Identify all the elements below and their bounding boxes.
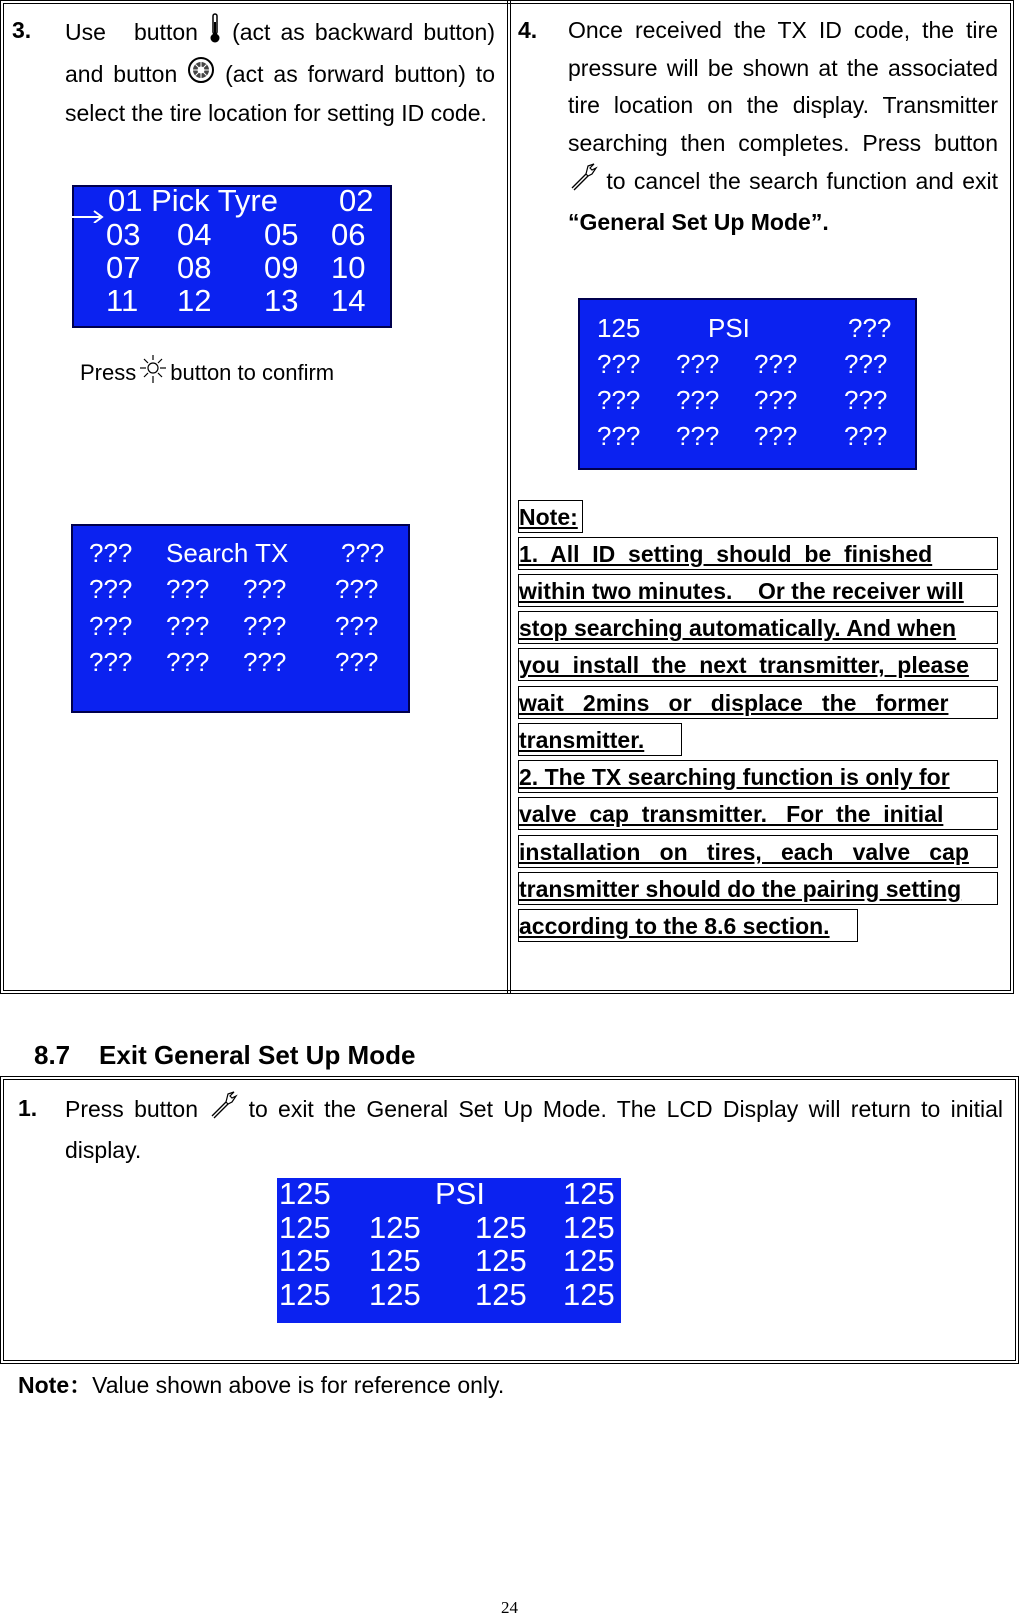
lcd-cell: 125 — [597, 313, 641, 343]
lcd-cell: 05 — [264, 217, 299, 252]
initial-display-lcd — [277, 1178, 621, 1323]
lcd-cell: ??? — [89, 574, 133, 604]
lcd-cell: PSI — [708, 313, 750, 343]
note-line-text: 1. All ID setting should be finished — [519, 541, 933, 567]
lcd-cell: ??? — [597, 385, 641, 415]
lcd-cell: 12 — [177, 283, 212, 318]
lcd-cell: ??? — [676, 385, 720, 415]
note-line — [518, 723, 682, 756]
footer-note-label: Note： — [18, 1372, 93, 1398]
lcd-cell: 125 — [279, 1243, 331, 1278]
step-3-number: 3. — [12, 17, 32, 43]
note-line — [518, 537, 998, 570]
lcd-cell: ??? — [243, 647, 287, 677]
note-line — [518, 574, 998, 607]
confirm-instruction — [80, 354, 334, 391]
lcd-cell: 11 — [106, 283, 139, 318]
wrench-icon — [568, 162, 598, 204]
lcd-cell: Search TX — [166, 538, 289, 568]
lcd-cell: ??? — [754, 385, 798, 415]
lcd-cell: 125 — [563, 1243, 615, 1278]
pick-tyre-lcd — [72, 185, 392, 328]
lcd-cell: 07 — [106, 250, 141, 285]
step-4-number: 4. — [518, 17, 538, 43]
lcd-cell: 10 — [331, 250, 366, 285]
note-line-text: 2. The TX searching function is only for — [519, 764, 950, 790]
note-line-text: installation on tires, each valve cap — [519, 839, 969, 865]
exit-step-text-a: Press button — [65, 1095, 199, 1122]
note-line — [518, 872, 998, 905]
lcd-cell: 13 — [264, 283, 299, 318]
lcd-cell: 02 — [339, 183, 374, 218]
column-divider — [507, 0, 511, 994]
lcd-cell: 125 — [369, 1210, 421, 1245]
lcd-cell: ??? — [335, 647, 379, 677]
lcd-cell: ??? — [844, 385, 888, 415]
search-result-lcd — [578, 298, 917, 470]
lcd-cell: ??? — [844, 349, 888, 379]
note-line-text: transmitter should do the pairing setting — [519, 876, 962, 902]
lcd-cell: 125 — [475, 1243, 527, 1278]
note-line-text: according to the 8.6 section. — [519, 913, 830, 939]
lcd-cell: ??? — [243, 611, 287, 641]
lcd-cell: 125 — [369, 1243, 421, 1278]
exit-step-text — [65, 1090, 1003, 1169]
note-line-text: valve cap transmitter. For the initial — [519, 801, 944, 827]
lcd-cell: 04 — [177, 217, 212, 252]
step-3-text-b: (act as backward button) and button — [65, 18, 495, 87]
lcd-cell: ??? — [341, 538, 385, 568]
wrench-icon — [208, 1090, 238, 1132]
lcd-cell: ??? — [676, 349, 720, 379]
lcd-cell: 125 — [279, 1176, 331, 1211]
lcd-cell: 125 — [563, 1210, 615, 1245]
lcd-cell: 03 — [106, 217, 141, 252]
section-title: 8.7 Exit General Set Up Mode — [34, 1040, 416, 1070]
lcd-cell: 125 — [475, 1210, 527, 1245]
note-title — [518, 500, 583, 533]
lcd-cell: ??? — [89, 538, 133, 568]
note-title-text: Note: — [519, 504, 578, 530]
lcd-cell: 14 — [331, 283, 366, 318]
lcd-cell: 06 — [331, 217, 366, 252]
note-line — [518, 797, 998, 830]
lcd-cell: 09 — [264, 250, 299, 285]
lcd-cell: 01 Pick Tyre — [108, 183, 279, 218]
note-line-text: wait 2mins or displace the former — [519, 690, 949, 716]
light-icon — [136, 354, 170, 391]
selection-arrow-icon — [70, 195, 106, 231]
lcd-cell: ??? — [597, 349, 641, 379]
confirm-text-a: Press — [80, 360, 137, 385]
lcd-cell: ??? — [844, 421, 888, 451]
lcd-cell: ??? — [676, 421, 720, 451]
note-line-text: stop searching automatically. And when — [519, 615, 957, 641]
lcd-cell: ??? — [754, 349, 798, 379]
lcd-cell: ??? — [335, 611, 379, 641]
step-4-text — [568, 12, 998, 241]
note-line-text: you install the next transmitter, please — [519, 652, 969, 678]
lcd-cell: ??? — [243, 574, 287, 604]
step-4-text-b: to cancel the search function and exit — [606, 167, 998, 194]
note-line — [518, 611, 998, 644]
note-line — [518, 909, 858, 942]
lcd-cell: 125 — [475, 1277, 527, 1312]
lcd-cell: ??? — [848, 313, 892, 343]
lcd-cell: 125 — [279, 1210, 331, 1245]
footer-note-text: Value shown above is for reference only. — [92, 1372, 505, 1398]
lcd-cell: 125 — [563, 1176, 615, 1211]
note-line — [518, 648, 998, 681]
note-line — [518, 686, 998, 719]
lcd-cell: PSI — [435, 1176, 485, 1211]
footer-note — [18, 1370, 504, 1400]
lcd-cell: 125 — [563, 1277, 615, 1312]
page-number: 24 — [501, 1598, 518, 1617]
lcd-cell: ??? — [89, 611, 133, 641]
lcd-cell: ??? — [166, 647, 210, 677]
lcd-cell: ??? — [597, 421, 641, 451]
lcd-cell: ??? — [89, 647, 133, 677]
step-3-text — [65, 12, 495, 133]
lcd-cell: 08 — [177, 250, 212, 285]
lcd-cell: 125 — [279, 1277, 331, 1312]
lcd-cell: ??? — [166, 611, 210, 641]
step-3-text-a: Use button — [65, 18, 198, 45]
confirm-text-b: button to confirm — [170, 360, 335, 385]
tire-button-icon — [187, 56, 215, 96]
note-line-text: within two minutes. Or the receiver will — [519, 578, 964, 604]
note-line — [518, 760, 998, 793]
search-tx-lcd — [71, 524, 410, 713]
lcd-cell: 125 — [369, 1277, 421, 1312]
step-4-text-c: “General Set Up Mode”. — [568, 208, 829, 235]
thermometer-icon — [208, 12, 222, 56]
step-3-text-c: (act as forward button) to select the tire location for setting ID code. — [65, 60, 495, 127]
exit-step-number: 1. — [18, 1095, 38, 1121]
lcd-cell: ??? — [754, 421, 798, 451]
note-line-text: transmitter. — [519, 727, 645, 753]
note-line — [518, 835, 998, 868]
exit-step-text-b: to exit the General Set Up Mode. The LCD Display will return to initial display. — [65, 1095, 1004, 1163]
step-4-text-a: Once received the TX ID code, the tire pressure will be shown at the associated tire location on the display. Transmitter searching then completes. Press button — [568, 17, 998, 156]
lcd-cell: ??? — [335, 574, 379, 604]
lcd-cell: ??? — [166, 574, 210, 604]
